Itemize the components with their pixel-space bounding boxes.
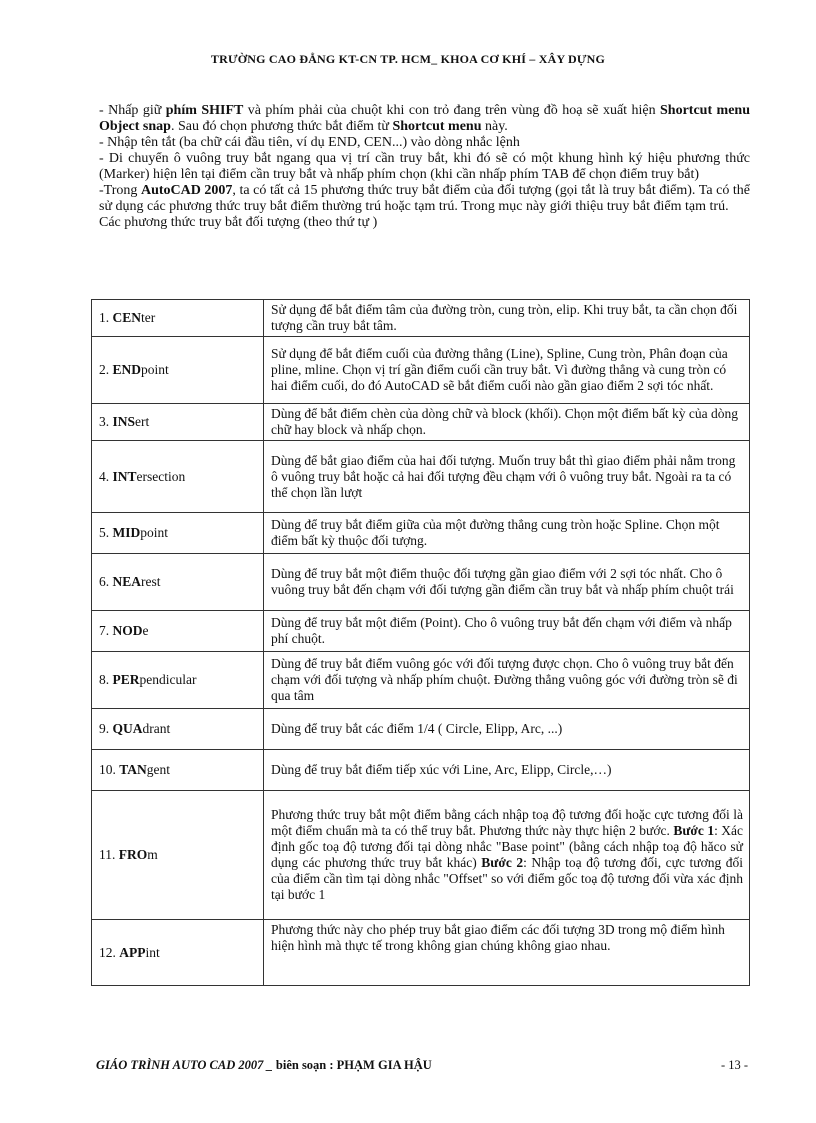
method-description: Dùng để bắt điểm chèn của dòng chữ và block (khối). Chọn một điểm bất kỳ của dòng chữ hay block và nhấp chọn.: [264, 404, 750, 441]
method-name: 9. QUAdrant: [92, 709, 264, 750]
method-description: Dùng để truy bắt một điểm thuộc đối tượng gần giao điểm với 2 sợi tóc nhất. Cho ô vuông truy bắt đến chạm với đối tượng gần điểm cần truy bắt và nhấp phím chuột trái: [264, 554, 750, 611]
method-description: Sử dụng để bắt điểm tâm của đường tròn, cung tròn, elip. Khi truy bắt, ta cần chọn đối tượng cần truy bắt tâm.: [264, 300, 750, 337]
method-description: Phương thức truy bắt một điểm bằng cách nhập toạ độ tương đối hoặc cực tương đối là một điểm chuẩn mà ta có thể truy bắt. Phương thức này thực hiện 2 bước. Bước 1: Xác định gốc toạ độ tương đối tại dòng nhắc "Base point" (bằng cách nhập toạ độ hăco sử dụng các phương thức truy bắt khác) Bước 2: Nhập toạ độ tương đối, cực tương đối của điểm cần tìm tại dòng nhắc "Offset" so với điểm gốc toạ độ tương đối vừa xác định tại bước 1: [264, 791, 750, 920]
method-description: Sử dụng để bắt điểm cuối của đường thẳng (Line), Spline, Cung tròn, Phân đoạn của pline, mline. Chọn vị trí gần điểm cuối cần truy bắt. Vì đường thẳng và cung tròn có hai điểm cuối, do đó AutoCAD sẽ bắt điểm cuối nào gần giao điểm 2 sợi tóc nhất.: [264, 337, 750, 404]
footer-credit: GIÁO TRÌNH AUTO CAD 2007 _ biên soạn : PHẠM GIA HẬU: [96, 1058, 432, 1072]
method-name: 7. NODe: [92, 611, 264, 652]
method-description: Dùng để truy bắt các điểm 1/4 ( Circle, Elipp, Arc, ...): [264, 709, 750, 750]
table-row: [92, 513, 750, 554]
method-description: Dùng để truy bắt một điểm (Point). Cho ô vuông truy bắt đến chạm với điểm và nhấp phí chuột.: [264, 611, 750, 652]
table-row: [92, 337, 750, 404]
method-description: Dùng để truy bắt điểm giữa của một đường thẳng cung tròn hoặc Spline. Chọn một điểm bất kỳ thuộc đối tượng.: [264, 513, 750, 554]
intro-paragraph-4: -Trong AutoCAD 2007, ta có tất cả 15 phương thức truy bắt điểm của đối tượng (gọi tắt là truy bắt điểm). Ta có thể sử dụng các phương thức truy bắt điểm thường trú hoặc tạm trú. Trong mục này giới thiệu truy bắt điểm tạm trú.: [99, 183, 750, 214]
table-row: [92, 611, 750, 652]
table-row: [92, 750, 750, 791]
osnap-methods-table: [91, 299, 750, 986]
table-row: [92, 441, 750, 513]
method-name: 11. FROm: [92, 791, 264, 920]
method-description: Dùng để bắt giao điểm của hai đối tượng. Muốn truy bắt thì giao điểm phải nằm trong ô vuông truy bắt hoặc cả hai đối tượng đều chạm với ô vuông truy bắt. Ngoài ra ta có thể chọn lần lượt: [264, 441, 750, 513]
method-name: 8. PERpendicular: [92, 652, 264, 709]
method-name: 10. TANgent: [92, 750, 264, 791]
method-name: 2. ENDpoint: [92, 337, 264, 404]
intro-paragraph-1: - Nhấp giữ phím SHIFT và phím phải của chuột khi con trỏ đang trên vùng đồ hoạ sẽ xuất hiện Shortcut menu Object snap. Sau đó chọn phương thức bắt điểm từ Shortcut menu này.: [99, 103, 751, 134]
intro-paragraph-5: Các phương thức truy bắt đối tượng (theo thứ tự ): [99, 215, 378, 230]
method-name: 6. NEArest: [92, 554, 264, 611]
method-name: 12. APPint: [92, 920, 264, 986]
method-name: 4. INTersection: [92, 441, 264, 513]
method-description: Dùng để truy bắt điểm vuông góc với đối tượng được chọn. Cho ô vuông truy bắt đến chạm với đối tượng và nhấp phím chuột. Đường thẳng vuông góc với đường tròn sẽ đi qua tâm: [264, 652, 750, 709]
table-row: [92, 709, 750, 750]
table-row: [92, 791, 750, 920]
table-row: [92, 652, 750, 709]
table-row: [92, 554, 750, 611]
page-number: - 13 -: [721, 1058, 749, 1072]
method-description: Dùng để truy bắt điểm tiếp xúc với Line, Arc, Elipp, Circle,…): [264, 750, 750, 791]
method-name: 5. MIDpoint: [92, 513, 264, 554]
intro-paragraph-3: - Di chuyển ô vuông truy bắt ngang qua vị trí cần truy bắt, khi đó sẽ có một khung hình ký hiệu phương thức (Marker) hiện lên tại điểm cần truy bắt và nhấp phím chọn (khi cần nhấp phím TAB để chọn điểm truy bắt): [99, 151, 750, 182]
table-row: [92, 300, 750, 337]
page-header: TRƯỜNG CAO ĐẲNG KT-CN TP. HCM_ KHOA CƠ KHÍ – XÂY DỰNG: [210, 52, 606, 66]
intro-text: [99, 103, 750, 231]
intro-paragraph-2: - Nhập tên tắt (ba chữ cái đầu tiên, ví dụ END, CEN...) vào dòng nhắc lệnh: [99, 135, 520, 150]
table-row: [92, 404, 750, 441]
method-name: 3. INSert: [92, 404, 264, 441]
method-name: 1. CENter: [92, 300, 264, 337]
table-row: [92, 920, 750, 986]
method-description: Phương thức này cho phép truy bắt giao điểm các đối tượng 3D trong mộ điểm hình hiện hình mà thực tế trong không gian chúng không giao nhau.: [264, 920, 750, 986]
